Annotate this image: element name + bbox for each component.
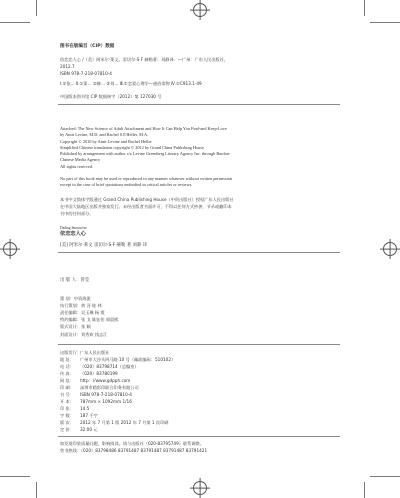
- pub-row-6: [60, 385, 139, 390]
- pub-row-12: [60, 427, 98, 432]
- copyright-en-2: by Amir Levine, M.D. and Rachel S.F.Heller, M.A.: [60, 132, 149, 137]
- crop-mark-bottom-right: [370, 476, 400, 477]
- cip-line-3: ISBN 978-7-218-07810-4: [60, 71, 112, 76]
- pub-row-2: [60, 357, 175, 362]
- pub-key: 书 号：: [60, 392, 74, 397]
- pub-divider: [58, 436, 340, 437]
- staff-2: 执行策划：黄 河 桂 林: [60, 303, 102, 308]
- pub-value: 广东人民出版社: [80, 350, 110, 355]
- crop-mark-top-right: [370, 22, 400, 23]
- authors-line: [美] 阿米尔·莱文 雷切尔·S·F·赫勒 著 刘静 译: [60, 243, 148, 248]
- pub-row-3: [60, 364, 139, 369]
- pub-value: 14.5: [80, 406, 90, 411]
- cn-note-3: 书中的任何部分。: [60, 211, 94, 216]
- pub-row-1: [60, 350, 109, 355]
- pub-row-10: [60, 413, 98, 418]
- cn-note-2: 在中国大陆地区出版并独家发行。未经出版者书面许可，不得以任何方式抄袭、节录或翻印本: [60, 204, 232, 209]
- pub-key: 字 数：: [60, 413, 74, 418]
- cip-divider: [58, 104, 340, 105]
- pub-value: http：//www.gdpph.com: [80, 378, 131, 383]
- crop-mark-bottom-left: [0, 476, 30, 477]
- pub-key: 电 话：: [60, 364, 74, 369]
- crop-mark-top-left-v: [36, 0, 37, 16]
- pub-value: （020）83780199: [80, 371, 118, 376]
- pub-row-7: [60, 392, 132, 397]
- pub-key: 开 本：: [60, 399, 74, 404]
- cip-heading: 图书在版编目（CIP）数据: [60, 44, 115, 49]
- cip-line-1: 依恋恋人心 /（美）阿米尔·莱文，雷切尔·S·F 赫勒著；刘静译．—广州：广东人民出版社，: [60, 57, 229, 62]
- copyright-en-4: Simplified Chinese translation copyright © 2012 by Grand China Publishing House: [60, 145, 204, 150]
- staff-6: 封面设计：刘秀欢 钱志江: [60, 332, 108, 337]
- staff-4: 特约编辑：张 戈 陈钰怡 郭晨熙: [60, 317, 119, 322]
- pub-value: （020）83798714（总编室）: [80, 364, 139, 369]
- pub-key: 定 价：: [60, 427, 74, 432]
- pub-value: 深圳市精彩印联合印务有限公司: [80, 385, 139, 390]
- pub-value: 广州市大沙头四马路 10 号（邮政编码：510102）: [80, 357, 176, 362]
- registration-mark-right: [383, 242, 397, 256]
- pub-value: ISBN 978-7-218-07810-4: [80, 392, 132, 397]
- pub-key: 传 真：: [60, 371, 74, 376]
- title-divider: [58, 252, 340, 253]
- cn-note-1: 本书中文简体字版通过 Grand China Publishing House（中资出版社）授权广东人民出版社: [60, 197, 234, 202]
- pub-key: 出版发行：: [60, 350, 81, 355]
- cip-line-2: 2012.7: [60, 64, 75, 69]
- copyright-en-5: Published by arrangement with author c/o Levine Greenberg Literary Agency Inc. through Bardon-: [60, 151, 231, 156]
- staff-3: 责任编辑：吴玉琳 杨 霞: [60, 310, 105, 315]
- copyright-en-6: Chinese Media Agency: [60, 157, 101, 162]
- copyright-en-3: Copyright © 2010 by Amir Levine and Rachel Heller: [60, 139, 152, 144]
- pub-row-11: [60, 420, 169, 425]
- staff-5: 版式设计：张 颖: [60, 324, 91, 329]
- pub-value: 187 千字: [80, 413, 98, 418]
- pub-key: 印 刷：: [60, 385, 74, 390]
- dading-label: Dading Interactive: [60, 226, 87, 230]
- pub-row-4: [60, 371, 118, 376]
- cip-line-5: 中国版本图书馆 CIP 数据核字（2012）第 127030 号: [60, 94, 162, 99]
- pub-value: 787mm × 1092mm 1/16: [80, 399, 132, 404]
- pub-value: 32.00 元: [80, 427, 98, 432]
- copyright-en-9: No part of this book may be used or reproduced in any manner whatever without written permission: [60, 176, 233, 181]
- staff-1: 策 划：中资海派: [60, 296, 91, 301]
- registration-mark-bottom: [193, 481, 207, 495]
- pub-key: 地 址：: [60, 357, 74, 362]
- pub-row-9: [60, 406, 89, 411]
- pub-row-5: [60, 378, 130, 383]
- pub-value: 2012 年 7 月第 1 版 2012 年 7 月第 1 次印刷: [80, 420, 169, 425]
- staff-divider: [58, 344, 340, 345]
- copyright-en-10: except in the case of brief quotations embodied in critical articles or reviews.: [60, 182, 193, 187]
- crop-mark-bottom-right-v: [364, 482, 365, 498]
- copyright-en-7: All rights reserved.: [60, 164, 94, 169]
- registration-mark-left: [3, 242, 17, 256]
- publisher-person: 出 版 人：曾莹: [60, 278, 90, 283]
- copyright-en-1: Attached: The New Science of Adult Attachment and How It Can Help You Find-and Keep-Love: [60, 126, 227, 131]
- footer-sales-hotline: 售书热线：（020）83798486 83791487 83791487 83791487 83791421: [60, 448, 208, 453]
- crop-mark-top-right-v: [364, 0, 365, 16]
- registration-mark-top: [193, 3, 207, 17]
- book-title: 依恋恋人心: [60, 231, 86, 237]
- footer-quality-note: 如发现印装质量问题，影响阅读，请与出版社（020-83795749）联系调换。: [60, 441, 204, 446]
- pub-key: 印 张：: [60, 406, 74, 411]
- pub-key: 网 址：: [60, 378, 74, 383]
- pub-row-8: [60, 399, 132, 404]
- pub-key: 版 次：: [60, 420, 74, 425]
- cip-line-4: Ⅰ.①依… Ⅱ.①莱… ②赫… ③刘… Ⅲ.①恋爱心理学—通俗读物 Ⅳ.①C913.1-49: [60, 81, 202, 86]
- crop-mark-bottom-left-v: [36, 482, 37, 498]
- crop-mark-top-left: [0, 22, 30, 23]
